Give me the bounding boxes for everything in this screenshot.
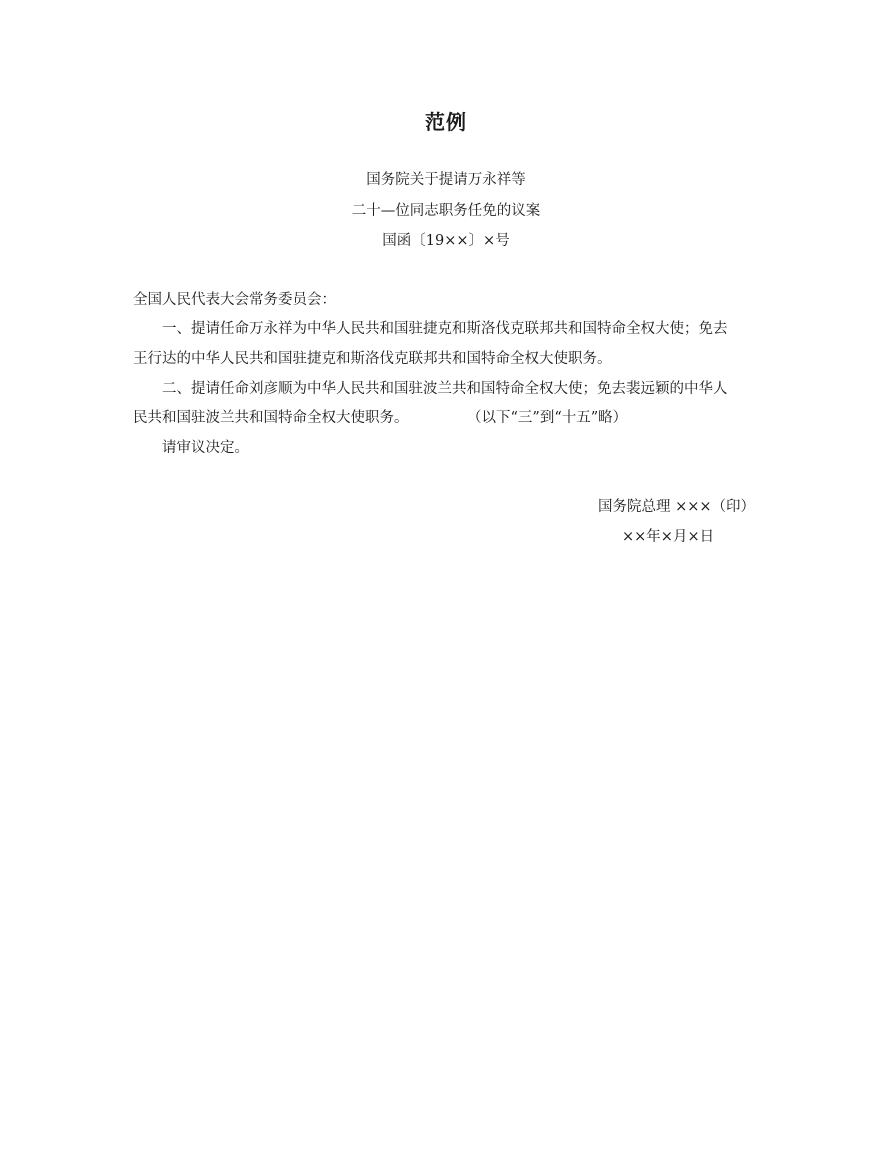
signature-signer: 国务院总理 ×××（印）: [598, 499, 756, 515]
item-1-line-1: 一、提请任命万永祥为中华人民共和国驻捷克和斯洛伐克联邦共和国特命全权大使；免去: [162, 321, 728, 337]
closing-line: 请审议决定。: [162, 440, 249, 456]
item-2-line-2: 民共和国驻波兰共和国特命全权大使职务。: [133, 410, 409, 426]
page-heading: 范例: [425, 110, 467, 134]
salutation: 全国人民代表大会常务委员会：: [133, 292, 336, 308]
signature-date: ××年×月×日: [622, 529, 715, 545]
omission-note: （以下“三”到“十五”略）: [467, 410, 628, 426]
item-2-line-1: 二、提请任命刘彦顺为中华人民共和国驻波兰共和国特命全权大使；免去裴远颖的中华人: [162, 381, 728, 397]
document-title-line-1: 国务院关于提请万永祥等: [366, 172, 526, 188]
document-number: 国函〔19××〕×号: [382, 233, 510, 249]
document-title-line-2: 二十—位同志职务任免的议案: [351, 203, 541, 219]
item-1-line-2: 王行达的中华人民共和国驻捷克和斯洛伐克联邦共和国特命全权大使职务。: [133, 351, 612, 367]
